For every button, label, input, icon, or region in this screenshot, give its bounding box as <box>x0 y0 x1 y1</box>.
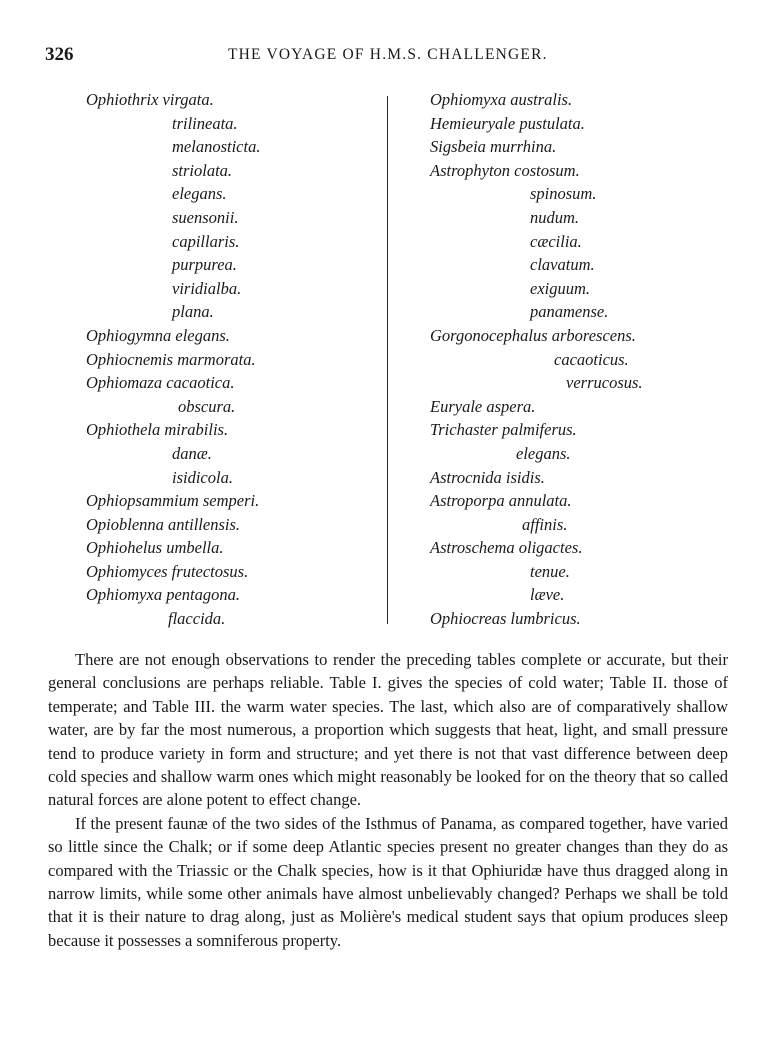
column-divider <box>387 96 388 624</box>
species-entry: Ophiocreas lumbricus. <box>430 609 581 629</box>
species-entry: elegans. <box>516 443 571 463</box>
page-number: 326 <box>45 44 74 65</box>
species-entry: Ophiomyxa pentagona. <box>86 585 240 605</box>
species-entry: nudum. <box>530 207 580 227</box>
species-entry: melanosticta. <box>172 137 261 157</box>
paragraph: If the present faunæ of the two sides of the Isthmus of Panama, as compared together, have varied so little since the Chalk; or if some deep Atlantic species present no greater changes than they do as compared with the Triassic or the Chalk species, how is it that Ophiuridæ have thus dragged along in narrow limits, while some other animals have almost unbelievably changed? Perhaps we shall be told that it is their nature to drag along, just as Molière's medical student says that opium produces sleep because it possesses a somniferous property. <box>48 813 728 950</box>
species-entry: Astroporpa annulata. <box>430 491 572 511</box>
species-entry: Astroschema oligactes. <box>430 538 583 558</box>
species-entry: affinis. <box>522 514 568 534</box>
species-entry: Ophiohelus umbella. <box>86 538 224 558</box>
species-entry: obscura. <box>178 396 236 416</box>
species-entry: exiguum. <box>530 278 591 298</box>
species-entry: cacaoticus. <box>554 349 629 369</box>
species-entry: Ophiothela mirabilis. <box>86 420 229 440</box>
species-entry: Ophiopsammium semperi. <box>86 491 260 511</box>
species-list-left <box>86 88 260 631</box>
species-entry: Opioblenna antillensis. <box>86 514 240 534</box>
species-entry: Euryale aspera. <box>430 396 536 416</box>
species-entry: Ophiomaza cacaotica. <box>86 373 235 393</box>
species-entry: striolata. <box>172 160 233 180</box>
species-entry: Ophiothrix virgata. <box>86 90 214 109</box>
species-entry: tenue. <box>530 561 570 581</box>
species-entry: elegans. <box>172 184 227 204</box>
species-entry: Hemieuryale pustulata. <box>430 113 585 133</box>
body-text <box>48 648 728 952</box>
species-entry: isidicola. <box>172 467 233 487</box>
species-entry: Astrophyton costosum. <box>430 160 580 180</box>
species-entry: Astrocnida isidis. <box>430 467 545 487</box>
species-entry: clavatum. <box>530 255 595 275</box>
species-entry: Ophiomyces frutectosus. <box>86 561 249 581</box>
running-title: THE VOYAGE OF H.M.S. CHALLENGER. <box>228 46 548 63</box>
species-entry: panamense. <box>530 302 609 322</box>
species-entry: flaccida. <box>168 609 226 629</box>
species-entry: danæ. <box>172 443 212 463</box>
species-entry: verrucosus. <box>566 373 643 393</box>
species-entry: Trichaster palmiferus. <box>430 420 577 440</box>
species-entry: capillaris. <box>172 231 240 251</box>
species-entry: Ophiogymna elegans. <box>86 325 230 345</box>
species-entry: viridialba. <box>172 278 242 298</box>
species-entry: Gorgonocephalus arborescens. <box>430 325 636 345</box>
species-entry: purpurea. <box>172 255 237 275</box>
species-entry: suensonii. <box>172 207 239 227</box>
species-entry: cæcilia. <box>530 231 582 251</box>
species-entry: Ophiomyxa australis. <box>430 90 573 109</box>
species-entry: Ophiocnemis marmorata. <box>86 349 256 369</box>
species-entry: trilineata. <box>172 113 238 133</box>
paragraph: There are not enough observations to render the preceding tables complete or accurate, but their general conclusions are perhaps reliable. Table I. gives the species of cold water; Table II. those of temperate; and Table III. the warm water species. The last, which also are of comparatively shallow water, are by far the most numerous, a proportion which suggests that heat, light, and small pressure tend to produce variety in form and structure; and yet there is not that vast difference between deep cold species and shallow warm ones which might reasonably be looked for on the theory that so called natural forces are alone potent to effect change. <box>48 650 728 810</box>
species-entry: læve. <box>530 585 565 605</box>
species-list-right <box>430 88 643 631</box>
species-entry: spinosum. <box>530 184 597 204</box>
species-entry: plana. <box>172 302 214 322</box>
species-entry: Sigsbeia murrhina. <box>430 137 557 157</box>
